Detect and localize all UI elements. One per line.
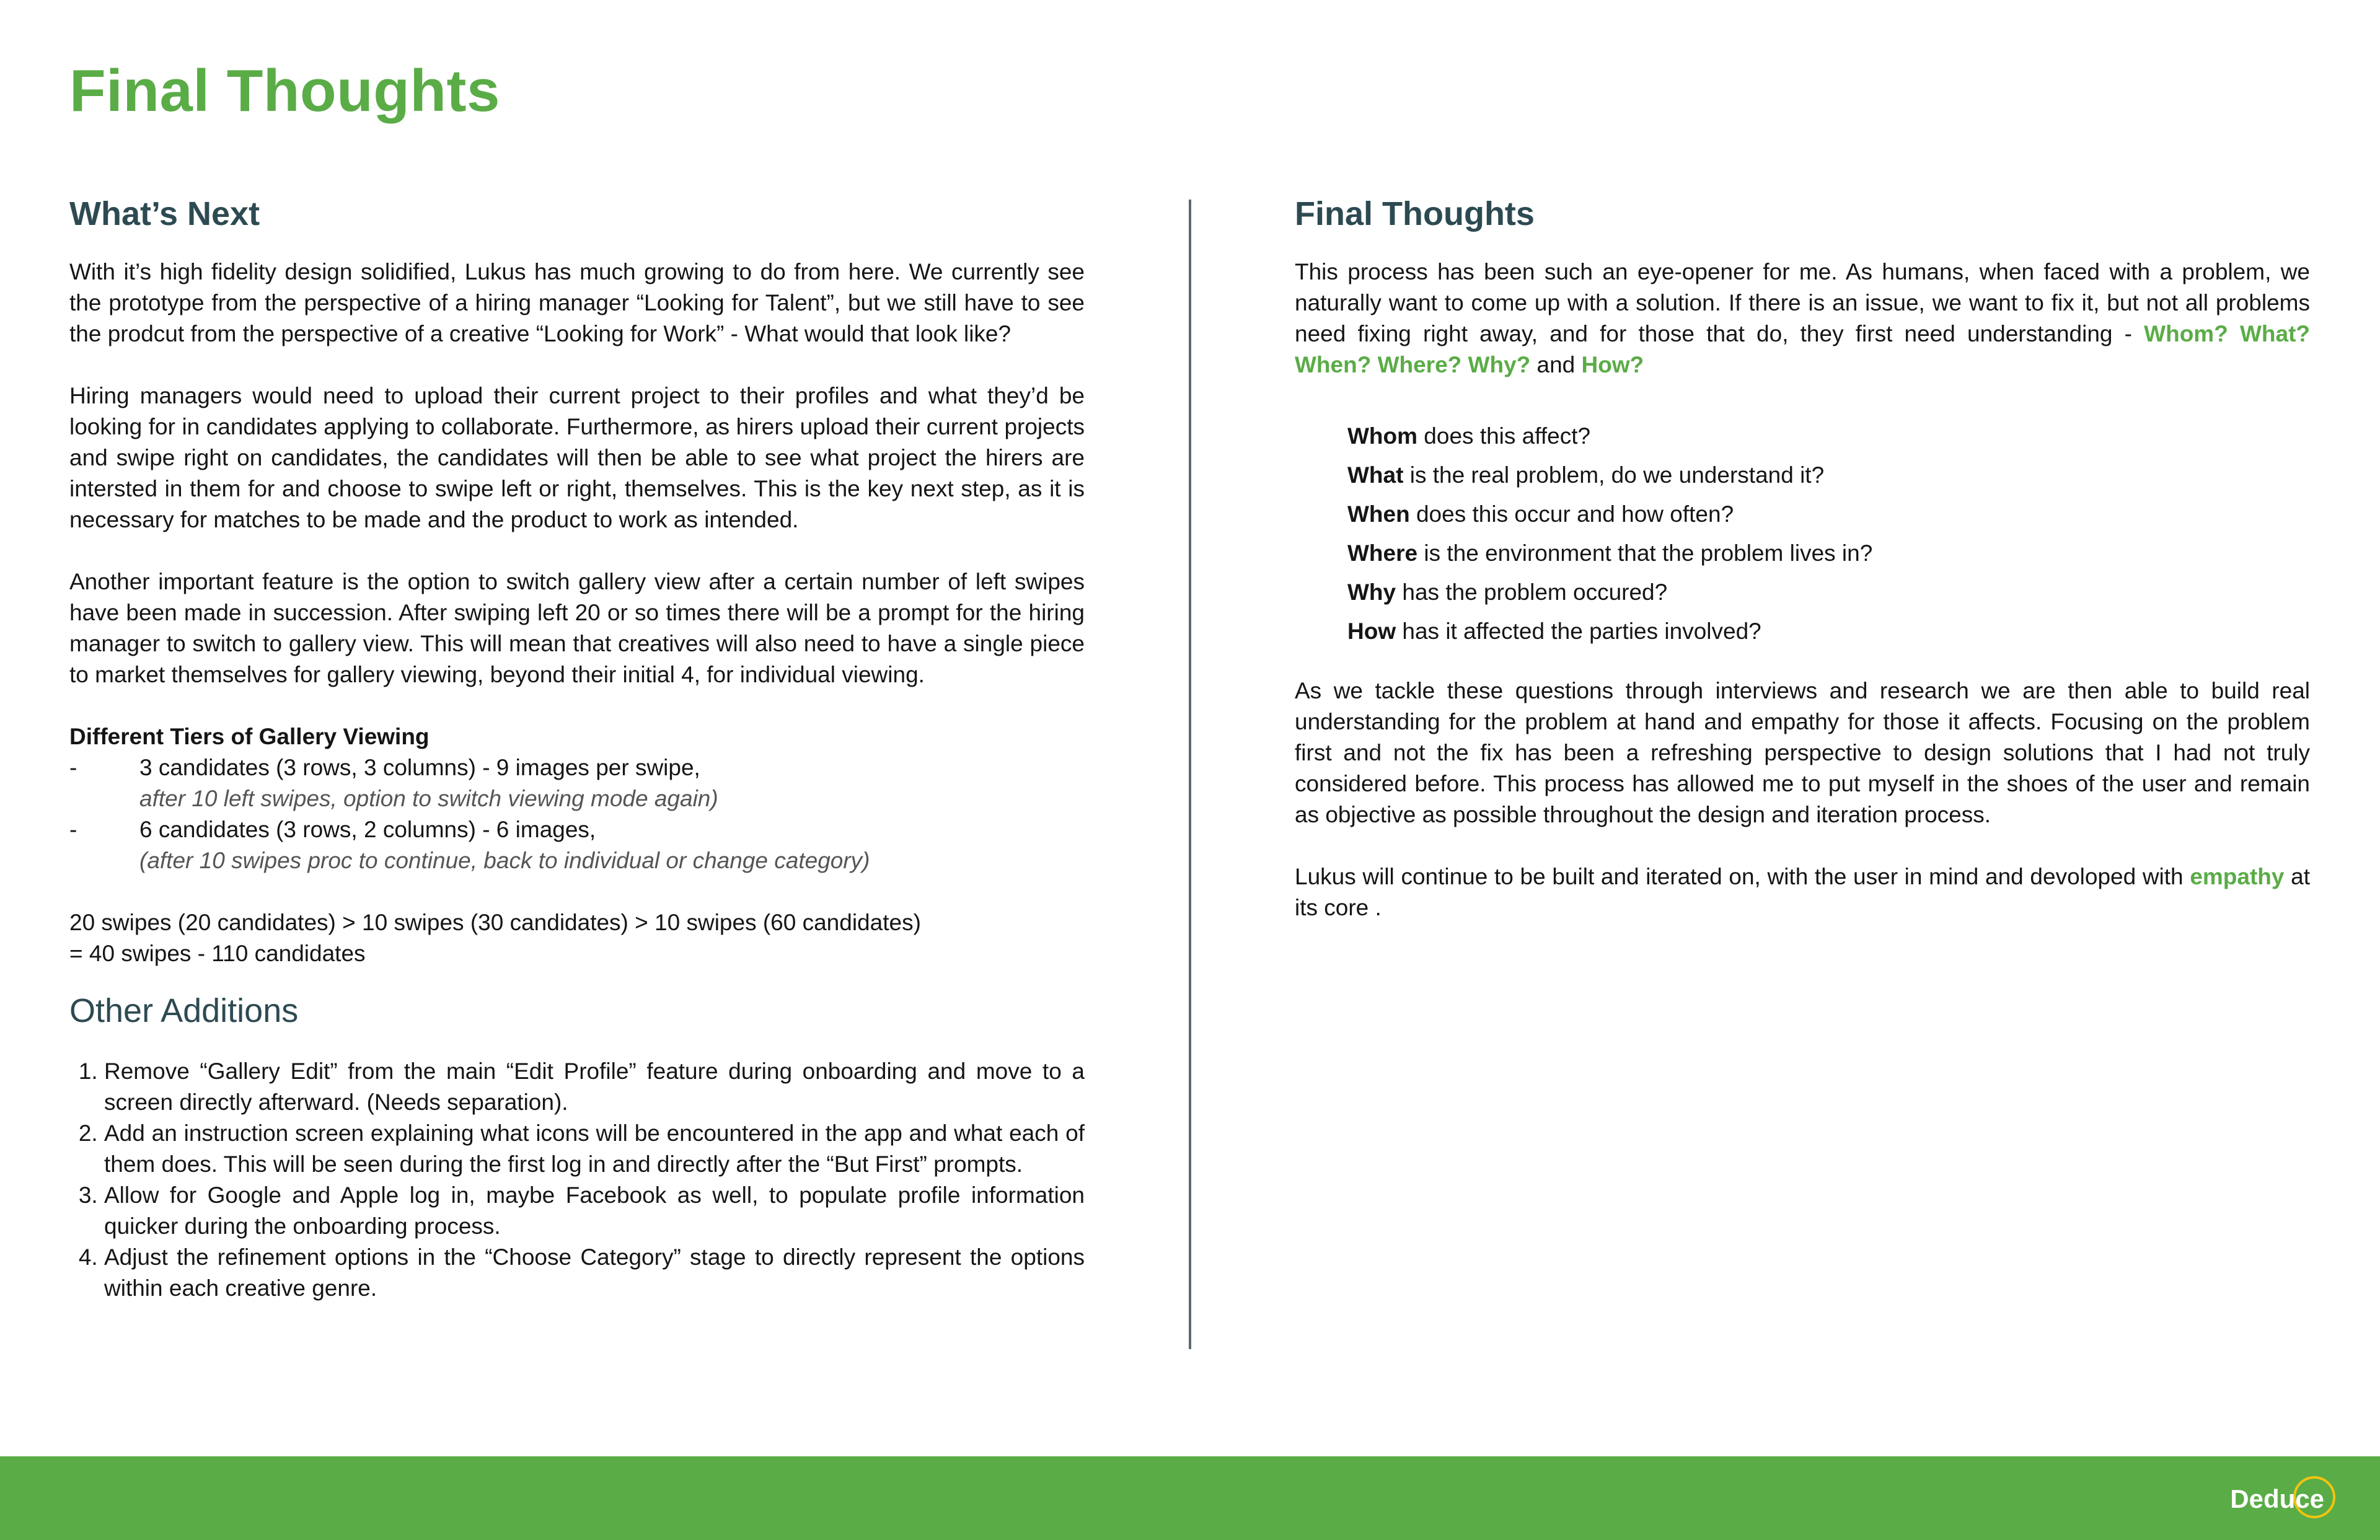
list-item: 2. Add an instruction screen explaining what icons will be encountered in the app and what each of them does. This will be seen during the first log in and directly after the “But First” prompts. bbox=[104, 1118, 1085, 1180]
final-thoughts-section bbox=[1295, 186, 2310, 923]
list-item bbox=[1347, 573, 2310, 612]
column-divider bbox=[1189, 200, 1191, 1349]
final-thoughts-closing bbox=[1295, 861, 2310, 923]
other-additions-heading: Other Additions bbox=[69, 992, 299, 1029]
question-key: When bbox=[1347, 501, 1410, 527]
whats-next-paragraph-1: With it’s high fidelity design solidified, Lukus has much growing to do from here. We currently see the prototype from the perspective of a hiring manager “Looking for Talent”, but we still have to see the prodcut from the perspective of a creative “Looking for Work” - What would that look like? bbox=[69, 259, 1085, 346]
closing-text: Lukus will continue to be built and iterated on, with the user in mind and devoloped with bbox=[1295, 864, 2190, 889]
gallery-tiers-heading: Different Tiers of Gallery Viewing bbox=[69, 724, 430, 749]
list-item: 3. Allow for Google and Apple log in, maybe Facebook as well, to populate profile information quicker during the onboarding process. bbox=[104, 1180, 1085, 1242]
tier-item-2 bbox=[69, 814, 1085, 845]
brand-name: Deduce bbox=[2230, 1484, 2324, 1513]
question-text: is the real problem, do we understand it? bbox=[1403, 462, 1825, 488]
tier-text: 3 candidates (3 rows, 3 columns) - 9 images per swipe, bbox=[139, 755, 700, 780]
intro-highlight: Whom? What? When? Where? Why? bbox=[1295, 321, 2310, 377]
whats-next-section bbox=[69, 186, 1085, 1304]
final-thoughts-heading: Final Thoughts bbox=[1295, 195, 1535, 232]
swipe-summary-line-1: 20 swipes (20 candidates) > 10 swipes (30 candidates) > 10 swipes (60 candidates) bbox=[69, 910, 921, 935]
final-thoughts-intro bbox=[1295, 257, 2310, 381]
closing-highlight: empathy bbox=[2190, 864, 2285, 889]
question-key: Why bbox=[1347, 579, 1396, 605]
list-item bbox=[1347, 612, 2310, 651]
tier-text: 6 candidates (3 rows, 2 columns) - 6 images, bbox=[139, 817, 596, 842]
list-item bbox=[1347, 416, 2310, 455]
page-title: Final Thoughts bbox=[69, 58, 500, 124]
intro-how: How? bbox=[1581, 352, 1644, 377]
list-item: 1. Remove “Gallery Edit” from the main “Edit Profile” feature during onboarding and move to a screen directly afterward. (Needs separation). bbox=[104, 1056, 1085, 1118]
question-text: is the environment that the problem lives in? bbox=[1417, 540, 1873, 566]
list-item bbox=[1347, 495, 2310, 534]
gallery-tiers bbox=[69, 721, 1085, 876]
footer-bar bbox=[0, 1456, 2380, 1540]
swipe-summary-line-2: = 40 swipes - 110 candidates bbox=[69, 941, 366, 966]
question-key: Where bbox=[1347, 540, 1418, 566]
question-text: has it affected the parties involved? bbox=[1396, 618, 1761, 644]
list-item bbox=[1347, 455, 2310, 495]
list-item bbox=[1347, 534, 2310, 573]
tier-item-1 bbox=[69, 752, 1085, 783]
question-key: What bbox=[1347, 462, 1404, 488]
question-key: How bbox=[1347, 618, 1396, 644]
whats-next-heading: What’s Next bbox=[69, 195, 260, 232]
list-item: 4. Adjust the refinement options in the “Choose Category” stage to directly represent the options within each creative genre. bbox=[104, 1242, 1085, 1304]
brand-logo bbox=[2230, 1484, 2324, 1515]
tier-note-1: after 10 left swipes, option to switch viewing mode again) bbox=[139, 786, 718, 811]
question-list bbox=[1347, 416, 2310, 651]
question-key: Whom bbox=[1347, 423, 1418, 449]
intro-and: and bbox=[1530, 352, 1582, 377]
question-text: has the problem occured? bbox=[1396, 579, 1668, 605]
question-text: does this occur and how often? bbox=[1409, 501, 1734, 527]
closing-end: at its core . bbox=[1295, 864, 2310, 920]
tier-note-2: (after 10 swipes proc to continue, back to individual or change category) bbox=[139, 848, 870, 873]
whats-next-paragraph-2: Hiring managers would need to upload their current project to their profiles and what they’d be looking for in candidates applying to collaborate. Furthermore, as hirers upload their current projects and swipe right on candidates, the candidates will then be able to see what project the hirers are intersted in them for and choose to swipe left or right, themselves. This is the key next step, as it is necessary for matches to be made and the product to work as intended. bbox=[69, 383, 1085, 532]
intro-text: This process has been such an eye-opener for me. As humans, when faced with a problem, we naturally want to come up with a solution. If there is an issue, we want to fix it, but not all problems need fixing right away, and for those that do, they first need understanding - bbox=[1295, 259, 2310, 346]
final-thoughts-body: As we tackle these questions through interviews and research we are then able to build real understanding for the problem at hand and empathy for those it affects. Focusing on the problem first and not the fix has been a refreshing perspective to design solutions that I had not truly considered before. This process has allowed me to put myself in the shoes of the user and remain as objective as possible throughout the design and iteration process. bbox=[1295, 678, 2310, 827]
additions-list bbox=[69, 1056, 1085, 1304]
tier-bullet: - bbox=[69, 817, 77, 842]
tier-bullet: - bbox=[69, 755, 77, 780]
whats-next-paragraph-3: Another important feature is the option to switch gallery view after a certain number of left swipes have been made in succession. After swiping left 20 or so times there will be a prompt for the hiring manager to switch to gallery view. This will mean that creatives will also need to have a single piece to market themselves for gallery viewing, beyond their initial 4, for individual viewing. bbox=[69, 569, 1085, 687]
question-text: does this affect? bbox=[1417, 423, 1591, 449]
